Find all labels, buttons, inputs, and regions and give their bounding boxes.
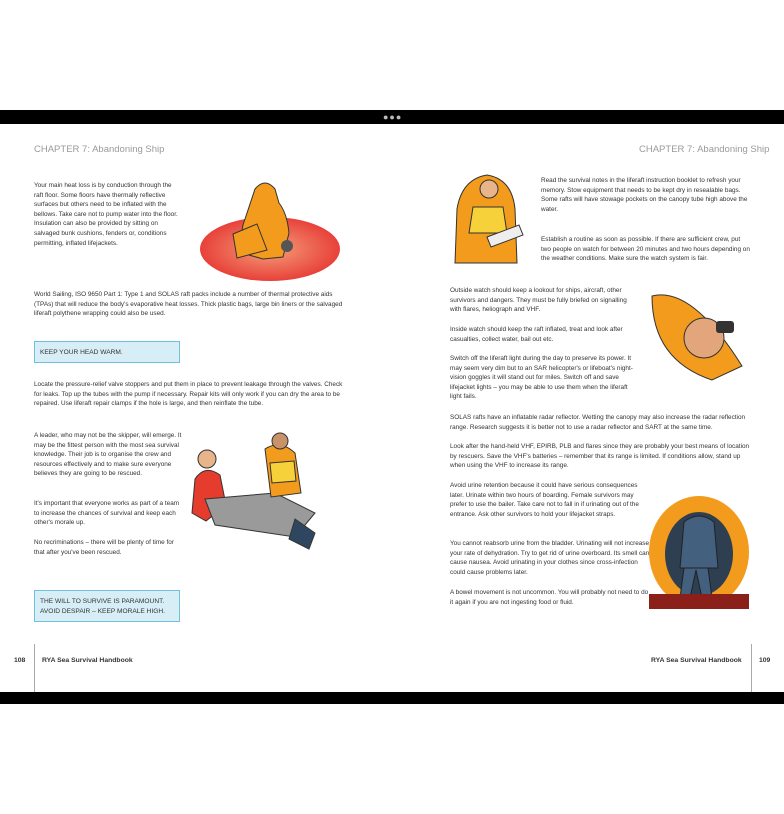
paragraph: Locate the pressure-relief valve stoppers and put them in place to prevent leakage through the valves. Check for leaks. Top up the tubes with the pump if necessary. Repair kits will only work if you can dry the area to be repaired. Use liferaft repair clamps if the hole is large, and then reinflate the tube. xyxy=(34,381,343,408)
viewer-bottom-bar xyxy=(0,692,784,704)
paragraph: Switch off the liferaft light during the day to preserve its power. It may seem very dim but to an SAR helicopter's or lifeboat's night-vision goggles it will stand out for miles. Switch off and save lifejacket lights – you may be able to use them when the liferaft light fails. xyxy=(450,355,633,401)
person-reading-booklet-illustration xyxy=(447,169,527,264)
right-page xyxy=(392,124,784,692)
lookout-binoculars-illustration xyxy=(642,276,752,386)
kneeling-person-illustration xyxy=(195,174,345,284)
book-title: RYA Sea Survival Handbook xyxy=(651,657,742,664)
book-title: RYA Sea Survival Handbook xyxy=(42,657,133,664)
viewer-top-bar xyxy=(0,110,784,124)
paragraph: Outside watch should keep a lookout for ships, aircraft, other survivors and dangers. They must be fully briefed on signalling with flares, heliograph and VHF. xyxy=(450,287,627,314)
survivors-group-illustration xyxy=(185,429,335,559)
chapter-title: CHAPTER 7: Abandoning Ship xyxy=(34,144,165,155)
page-number: 109 xyxy=(759,657,771,664)
footer-divider xyxy=(34,644,35,692)
paragraph: Look after the hand-held VHF, EPIRB, PLB and flares since they are probably your best means of location by rescuers. Save the VHF's batteries – remember that its range is limited. If conditions allow, stand up when using the VHF to increase its range. xyxy=(450,443,750,470)
paragraph: No recriminations – there will be plenty of time for that after you've been rescued. xyxy=(34,539,174,556)
paragraph: Avoid urine retention because it could have serious consequences later. Urinate within two hours of boarding. Female survivors may prefer to use the bailer. Take care not to fall in if urinating out of the entrance. Ask other survivors to hold your lifejacket straps. xyxy=(450,482,639,518)
chapter-title: CHAPTER 7: Abandoning Ship xyxy=(639,144,770,155)
paragraph: World Sailing, ISO 9650 Part 1: Type 1 and SOLAS raft packs include a number of thermal protective aids (TPAs) that will reduce the body's evaporative heat losses. Thick plastic bags, large bin liners or the salvaged liferaft polythene wrapping could also be used. xyxy=(34,291,343,318)
paragraph: A bowel movement is not uncommon. You will probably not need to do it again if you are not ingesting food or fluid. xyxy=(450,589,649,606)
more-options-icon[interactable]: ●●● xyxy=(383,112,403,122)
paragraph: Read the survival notes in the liferaft instruction booklet to refresh your memory. Stow equipment that needs to be kept dry in resealable bags. Some rafts will have stowage pockets on the canopy tube high above the water. xyxy=(541,177,748,213)
page-number: 108 xyxy=(14,657,26,664)
paragraph: You cannot reabsorb urine from the bladder. Urinating will not increase your rate of dehydration. Try to get rid of urine overboard. Its smell can cause nausea. Avoid urinating in your clothes since cross-infection could cause problems later. xyxy=(450,540,650,576)
footer-divider xyxy=(751,644,752,692)
tip-box: KEEP YOUR HEAD WARM. xyxy=(34,341,180,363)
person-at-raft-entrance-illustration xyxy=(646,494,752,609)
left-page xyxy=(0,124,392,692)
paragraph: SOLAS rafts have an inflatable radar reflector. Wetting the canopy may also increase the radar reflection range. Research suggests it is better not to use a radar reflector and SART at the same time. xyxy=(450,414,746,431)
paragraph: Inside watch should keep the raft inflated, treat and look after casualties, collect water, bail out etc. xyxy=(450,326,623,343)
paragraph: Your main heat loss is by conduction through the raft floor. Some floors have thermally reflective surfaces but others need to be inflated with the bellows. Take care not to pump water into the floor. Insulation can also be provided by sitting on salvaged bunk cushions, fenders or, conditions permitting, inflated lifejackets. xyxy=(34,182,178,247)
tip-box: THE WILL TO SURVIVE IS PARAMOUNT. AVOID DESPAIR – KEEP MORALE HIGH. xyxy=(34,590,180,622)
paragraph: It's important that everyone works as part of a team to increase the chances of survival and keep each other's morale up. xyxy=(34,500,180,527)
paragraph: A leader, who may not be the skipper, will emerge. It may be the fittest person with the most sea survival knowledge. Their job is to organise the crew and resources effectively and to make sure everyone believes they are going to be rescued. xyxy=(34,432,182,478)
paragraph: Establish a routine as soon as possible. If there are sufficient crew, put two people on watch for between 20 minutes and two hours depending on the weather conditions. Make sure the watch system is fair. xyxy=(541,236,750,263)
